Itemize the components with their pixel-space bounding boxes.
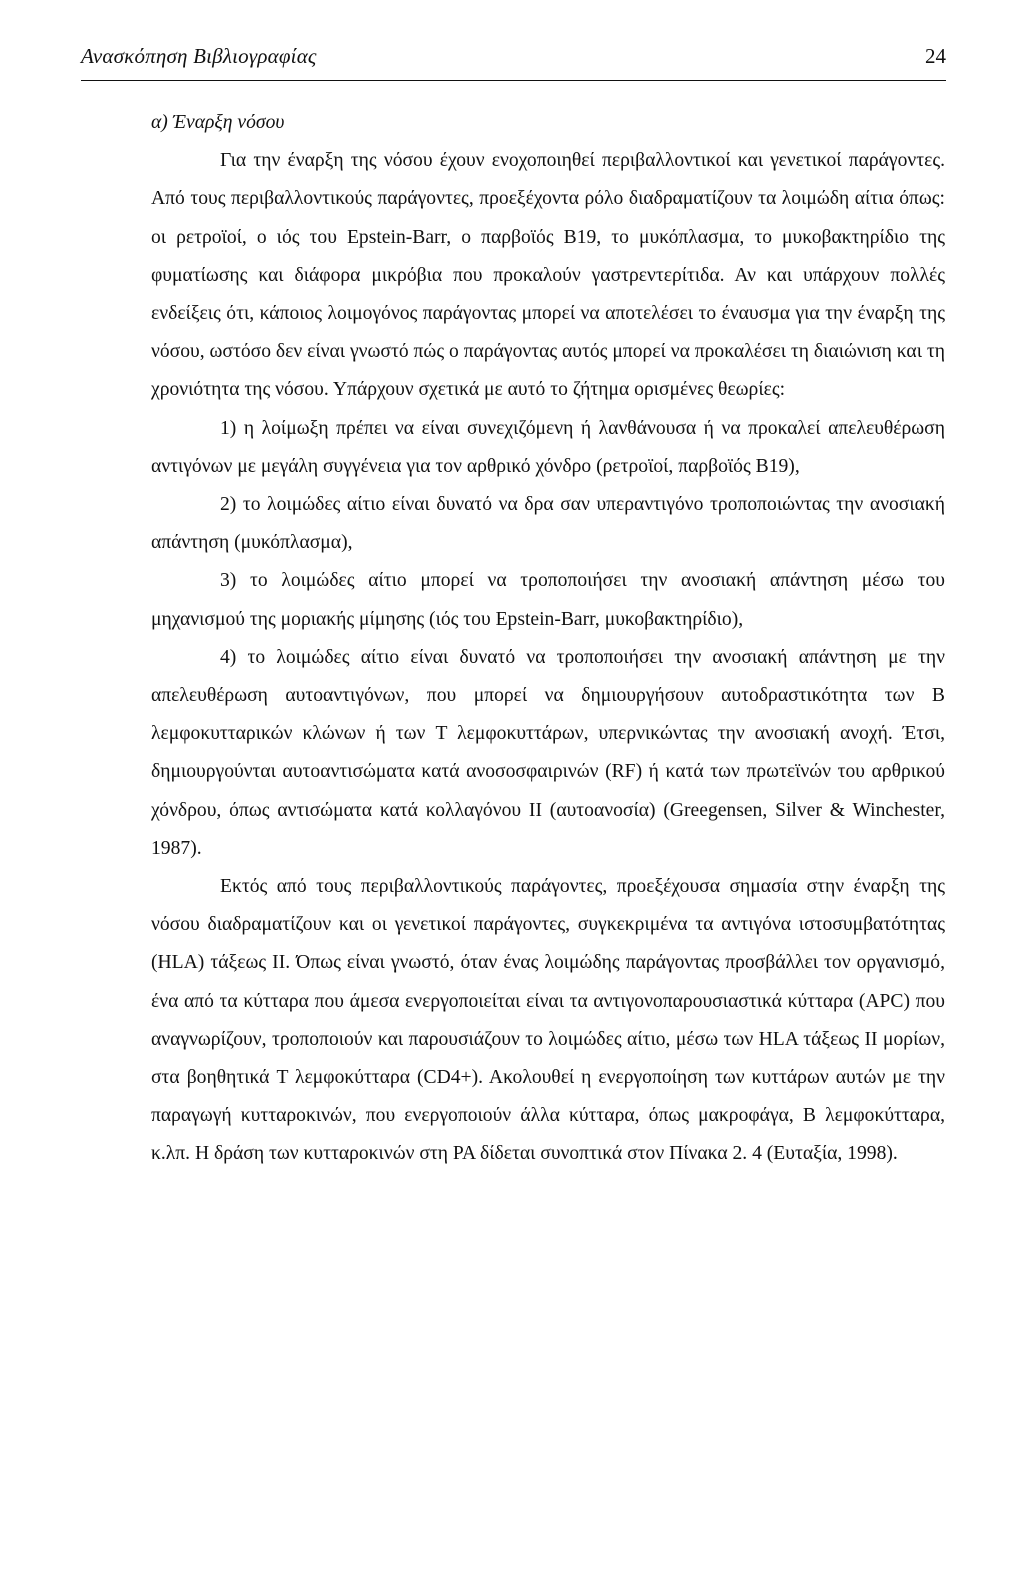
page-number: 24 <box>925 44 946 68</box>
paragraph-genetic-factors: Εκτός από τους περιβαλλοντικούς παράγοντες, προεξέχουσα σημασία στην έναρξη της νόσου διαδραματίζουν και οι γενετικοί παράγοντες, συγκεκριμένα τα αντιγόνα ιστοσυμβατότητας (HLA) τάξεως II. Όπως είναι γνωστό, όταν ένας λοιμώδης παράγοντας προσβάλλει τον οργανισμό, ένα από τα κύτταρα που άμεσα ενεργοποιείται είναι τα αντιγονοπαρουσιαστικά κύτταρα (APC) που αναγνωρίζουν, τροποποιούν και παρουσιάζουν το λοιμώδες αίτιο, μέσω των HLA τάξεως II μορίων, στα βοηθητικά T λεμφοκύτταρα (CD4+). Ακολουθεί η ενεργοποίηση των κυττάρων αυτών με την παραγωγή κυτταροκινών, που ενεργοποιούν άλλα κύτταρα, όπως μακροφάγα, B λεμφοκύτταρα, κ.λπ. Η δράση των κυτταροκινών στη PA δίδεται συνοπτικά στον Πίνακα 2. 4 (Ευταξία, 1998). <box>151 876 945 1165</box>
header-rule <box>81 80 946 81</box>
theory-item-3: 3) το λοιμώδες αίτιο μπορεί να τροποποιήσει την ανοσιακή απάντηση μέσω του μηχανισμού της μοριακής μίμησης (ιός του Epstein-Barr, μυκοβακτηρίδιο), <box>151 570 945 630</box>
paragraph-intro: Για την έναρξη της νόσου έχουν ενοχοποιηθεί περιβαλλοντικοί και γενετικοί παράγοντες. Από τους περιβαλλοντικούς παράγοντες, προεξέχοντα ρόλο διαδραματίζουν τα λοιμώδη αίτια όπως: οι ρετροϊοί, ο ιός του Epstein-Barr, ο παρβοϊός B19, το μυκόπλασμα, το μυκοβακτηρίδιο της φυματίωσης και διάφορα μικρόβια που προκαλούν γαστρεντερίτιδα. Αν και υπάρχουν πολλές ενδείξεις ότι, κάποιος λοιμογόνος παράγοντας μπορεί να αποτελέσει το έναυσμα για την έναρξη της νόσου, ωστόσο δεν είναι γνωστό πώς ο παράγοντας αυτός μπορεί να προκαλέσει τη διαιώνιση και τη χρονιότητα της νόσου. Υπάρχουν σχετικά με αυτό το ζήτημα ορισμένες θεωρίες: <box>151 150 945 401</box>
theory-item-1: 1) η λοίμωξη πρέπει να είναι συνεχιζόμενη ή λανθάνουσα ή να προκαλεί απελευθέρωση αντιγόνων με μεγάλη συγγένεια για τον αρθρικό χόνδρο (ρετροϊοί, παρβοϊός B19), <box>151 417 945 477</box>
header-title: Ανασκόπηση Βιβλιογραφίας <box>81 44 317 68</box>
body-text <box>151 104 945 1174</box>
theory-item-4: 4) το λοιμώδες αίτιο είναι δυνατό να τροποποιήσει την ανοσιακή απάντηση με την απελευθέρωση αυτοαντιγόνων, που μπορεί να δημιουργήσουν αυτοδραστικότητα των B λεμφοκυτταρικών κλώνων ή των T λεμφοκυττάρων, υπερνικώντας την ανοσιακή ανοχή. Έτσι, δημιουργούνται αυτοαντισώματα κατά ανοσοσφαιρινών (RF) ή κατά των πρωτεϊνών του αρθρικού χόνδρου, όπως αντισώματα κατά κολλαγόνου II (αυτοανοσία) (Greegensen, Silver & Winchester, 1987). <box>151 646 945 859</box>
section-heading: α) Έναρξη νόσου <box>151 112 285 133</box>
running-header <box>81 44 946 74</box>
theory-item-2: 2) το λοιμώδες αίτιο είναι δυνατό να δρα σαν υπεραντιγόνο τροποποιώντας την ανοσιακή απάντηση (μυκόπλασμα), <box>151 494 945 554</box>
